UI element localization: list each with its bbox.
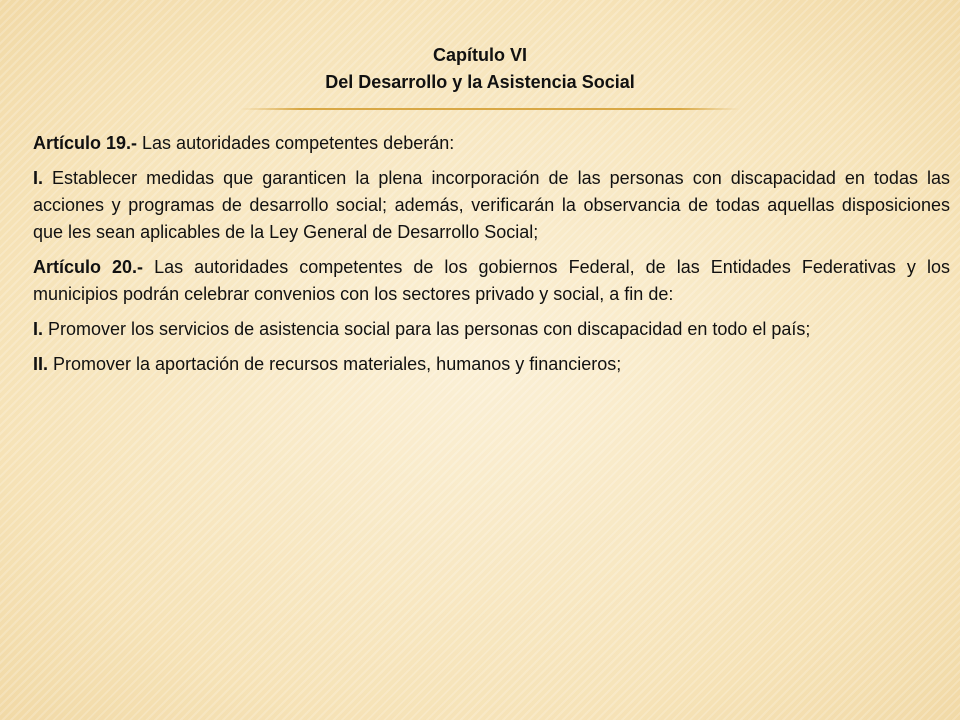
- paragraph-articulo-20: [33, 254, 950, 308]
- paragraph-text: Las autoridades competentes deberán:: [137, 133, 455, 153]
- paragraph-articulo-20-fraccion-ii: [33, 351, 950, 378]
- chapter-title: Capítulo VI: [433, 45, 527, 65]
- paragraph-label: II.: [33, 354, 49, 374]
- slide-body: [33, 130, 950, 386]
- paragraph-label: I.: [33, 319, 44, 339]
- paragraph-articulo-19: [33, 130, 950, 157]
- paragraph-text: Establecer medidas que garanticen la plena incorporación de las personas con discapacidad en todas las acciones y programas de desarrollo social; además, verificarán la observancia de todas aquellas disposiciones que les sean aplicables de la Ley General de Desarrollo Social;: [33, 168, 950, 242]
- title-block: [0, 42, 960, 96]
- paragraph-text: Las autoridades competentes de los gobiernos Federal, de las Entidades Federativas y los municipios podrán celebrar convenios con los sectores privado y social, a fin de:: [33, 257, 950, 304]
- paragraph-text: Promover los servicios de asistencia social para las personas con discapacidad en todo el país;: [43, 319, 811, 339]
- title-underline-rule: [240, 108, 740, 110]
- paragraph-articulo-19-fraccion-i: [33, 165, 950, 246]
- section-heading: Del Desarrollo y la Asistencia Social: [325, 72, 635, 92]
- paragraph-text: Promover la aportación de recursos materiales, humanos y financieros;: [48, 354, 622, 374]
- paragraph-label: Artículo 19.-: [33, 133, 138, 153]
- paragraph-articulo-20-fraccion-i: [33, 316, 950, 343]
- paragraph-label: Artículo 20.-: [33, 257, 144, 277]
- paragraph-label: I.: [33, 168, 44, 188]
